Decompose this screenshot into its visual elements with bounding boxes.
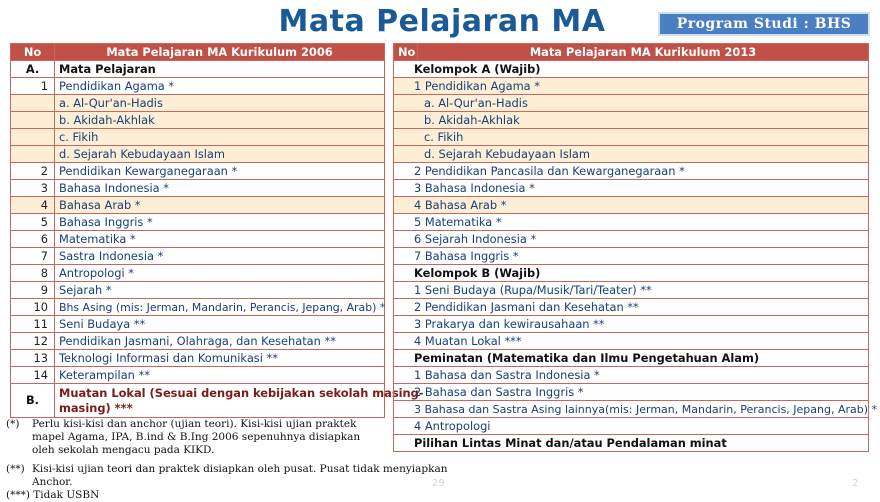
row-label: 3 Bahasa dan Sastra Asing lainnya(mis: Jerman, Mandarin, Perancis, Jepang, Arab) * bbox=[394, 401, 869, 418]
row-no: 4 bbox=[11, 197, 55, 214]
row-label: b. Akidah-Akhlak bbox=[55, 112, 385, 129]
row-no bbox=[11, 95, 55, 112]
table-row bbox=[394, 231, 869, 248]
row-label: d. Sejarah Kebudayaan Islam bbox=[55, 146, 385, 163]
group-d-label: Pilihan Lintas Minat dan/atau Pendalaman minat bbox=[394, 435, 869, 452]
row-no bbox=[11, 112, 55, 129]
table-row bbox=[394, 282, 869, 299]
table-header bbox=[394, 44, 869, 61]
table-row bbox=[11, 180, 385, 197]
table-row bbox=[11, 367, 385, 384]
section-b-line2: masing) *** bbox=[59, 400, 133, 415]
table-row bbox=[11, 112, 385, 129]
row-label: 3 Bahasa Indonesia * bbox=[394, 180, 869, 197]
footnote-2-mark: (**) bbox=[6, 463, 25, 475]
curriculum-2013-table bbox=[393, 43, 878, 452]
table-row bbox=[394, 78, 869, 95]
group-d-row bbox=[394, 435, 869, 452]
row-no: 13 bbox=[11, 350, 55, 367]
table-header bbox=[11, 44, 385, 61]
row-no: 6 bbox=[11, 231, 55, 248]
row-label: d. Sejarah Kebudayaan Islam bbox=[394, 146, 869, 163]
row-label: Pendidikan Agama * bbox=[55, 78, 385, 95]
row-label: 1 Seni Budaya (Rupa/Musik/Tari/Teater) ** bbox=[394, 282, 869, 299]
page-title: Mata Pelajaran MA bbox=[278, 4, 606, 39]
row-no: 3 bbox=[11, 180, 55, 197]
row-label: c. Fikih bbox=[55, 129, 385, 146]
row-label: 1 Pendidikan Agama * bbox=[394, 78, 869, 95]
row-label: Bhs Asing (mis: Jerman, Mandarin, Perancis, Jepang, Arab) * bbox=[55, 299, 385, 316]
table-row bbox=[11, 248, 385, 265]
table-row bbox=[11, 350, 385, 367]
table-row bbox=[394, 197, 869, 214]
table-row bbox=[11, 146, 385, 163]
group-a-row bbox=[394, 61, 869, 78]
section-b-label bbox=[55, 384, 424, 418]
section-a-no: A. bbox=[11, 61, 55, 78]
row-label: 2 Bahasa dan Sastra Inggris * bbox=[394, 384, 869, 401]
table-row bbox=[394, 129, 869, 146]
row-label: 7 Bahasa Inggris * bbox=[394, 248, 869, 265]
row-label: Pendidikan Kewarganegaraan * bbox=[55, 163, 385, 180]
row-no: 5 bbox=[11, 214, 55, 231]
page-number-mid: 29 bbox=[432, 478, 445, 489]
group-c-row bbox=[394, 350, 869, 367]
program-badge: Program Studi : BHS bbox=[658, 12, 870, 36]
footnote-2 bbox=[6, 463, 476, 489]
row-label: Teknologi Informasi dan Komunikasi ** bbox=[55, 350, 385, 367]
table-row bbox=[394, 333, 869, 350]
table-row bbox=[11, 282, 385, 299]
row-no: 1 bbox=[11, 78, 55, 95]
table-row bbox=[394, 163, 869, 180]
table-row bbox=[394, 299, 869, 316]
footnote-3: (***) Tidak USBN bbox=[6, 489, 100, 501]
group-b-row bbox=[394, 265, 869, 282]
row-no: 9 bbox=[11, 282, 55, 299]
row-label: Sastra Indonesia * bbox=[55, 248, 385, 265]
footnote-1-text: Perlu kisi-kisi dan anchor (ujian teori). Kisi-kisi ujian praktek mapel Agama, IPA, B.ind & B.Ing 2006 sepenuhnya disiapkan oleh sekolah mengacu pada KIKD. bbox=[32, 418, 361, 456]
footnotes-2 bbox=[6, 463, 476, 502]
section-b-row bbox=[11, 384, 385, 418]
footnote-1 bbox=[6, 418, 386, 457]
table-row bbox=[11, 316, 385, 333]
col-no-header: No bbox=[11, 44, 55, 61]
table-row bbox=[394, 112, 869, 129]
table-row bbox=[394, 367, 869, 384]
group-a-label: Kelompok A (Wajib) bbox=[394, 61, 869, 78]
table-row bbox=[11, 163, 385, 180]
table-row bbox=[11, 78, 385, 95]
table-row bbox=[11, 129, 385, 146]
table-row bbox=[394, 214, 869, 231]
row-label: 3 Prakarya dan kewirausahaan ** bbox=[394, 316, 869, 333]
section-a-row bbox=[11, 61, 385, 78]
table-row bbox=[11, 231, 385, 248]
row-label: 5 Matematika * bbox=[394, 214, 869, 231]
row-label: 4 Bahasa Arab * bbox=[394, 197, 869, 214]
row-label: Seni Budaya ** bbox=[55, 316, 385, 333]
footnote-2-text: Kisi-kisi ujian teori dan praktek disiapkan oleh pusat. Pusat tidak menyiapkan Anchor. bbox=[32, 463, 448, 488]
row-label: 1 Bahasa dan Sastra Indonesia * bbox=[394, 367, 869, 384]
row-label: b. Akidah-Akhlak bbox=[394, 112, 869, 129]
table-row bbox=[11, 299, 385, 316]
table-row bbox=[394, 384, 869, 401]
row-no: 12 bbox=[11, 333, 55, 350]
row-label: Sejarah * bbox=[55, 282, 385, 299]
footnote-1-mark: (*) bbox=[6, 418, 20, 430]
table-row bbox=[11, 214, 385, 231]
row-label: 4 Antropologi bbox=[394, 418, 869, 435]
section-a-label: Mata Pelajaran bbox=[55, 61, 385, 78]
table-row bbox=[394, 248, 869, 265]
section-b-line1: Muatan Lokal (Sesuai dengan kebijakan sekolah masing- bbox=[59, 385, 424, 400]
group-c-label: Peminatan (Matematika dan Ilmu Pengetahuan Alam) bbox=[394, 350, 869, 367]
row-no: 8 bbox=[11, 265, 55, 282]
row-label: Keterampilan ** bbox=[55, 367, 385, 384]
row-label: Matematika * bbox=[55, 231, 385, 248]
curriculum-2006-table bbox=[10, 43, 424, 418]
row-label: Bahasa Arab * bbox=[55, 197, 385, 214]
table-row bbox=[11, 95, 385, 112]
row-label: c. Fikih bbox=[394, 129, 869, 146]
col-title-header: Mata Pelajaran MA Kurikulum 2006 bbox=[55, 44, 385, 61]
col-no-header: No bbox=[394, 44, 418, 61]
row-label: 4 Muatan Lokal *** bbox=[394, 333, 869, 350]
row-label: Bahasa Inggris * bbox=[55, 214, 385, 231]
table-row bbox=[394, 401, 869, 418]
row-no bbox=[11, 129, 55, 146]
row-label: Pendidikan Jasmani, Olahraga, dan Kesehatan ** bbox=[55, 333, 385, 350]
col-title-header: Mata Pelajaran MA Kurikulum 2013 bbox=[418, 44, 869, 61]
table-row bbox=[394, 95, 869, 112]
table-row bbox=[11, 197, 385, 214]
row-label: 2 Pendidikan Pancasila dan Kewarganegaraan * bbox=[394, 163, 869, 180]
page-number-right: 2 bbox=[852, 478, 859, 489]
row-no: 14 bbox=[11, 367, 55, 384]
table-row bbox=[394, 180, 869, 197]
footnotes bbox=[6, 418, 386, 457]
section-b-no: B. bbox=[11, 384, 55, 418]
row-label: Bahasa Indonesia * bbox=[55, 180, 385, 197]
table-row bbox=[394, 146, 869, 163]
row-no: 10 bbox=[11, 299, 55, 316]
row-label: Antropologi * bbox=[55, 265, 385, 282]
table-row bbox=[394, 316, 869, 333]
row-no: 2 bbox=[11, 163, 55, 180]
row-no: 7 bbox=[11, 248, 55, 265]
row-no bbox=[11, 146, 55, 163]
table-row bbox=[11, 333, 385, 350]
row-no: 11 bbox=[11, 316, 55, 333]
row-label: 2 Pendidikan Jasmani dan Kesehatan ** bbox=[394, 299, 869, 316]
row-label: a. Al-Qur'an-Hadis bbox=[394, 95, 869, 112]
row-label: 6 Sejarah Indonesia * bbox=[394, 231, 869, 248]
table-row bbox=[394, 418, 869, 435]
row-label: a. Al-Qur'an-Hadis bbox=[55, 95, 385, 112]
table-row bbox=[11, 265, 385, 282]
group-b-label: Kelompok B (Wajib) bbox=[394, 265, 869, 282]
